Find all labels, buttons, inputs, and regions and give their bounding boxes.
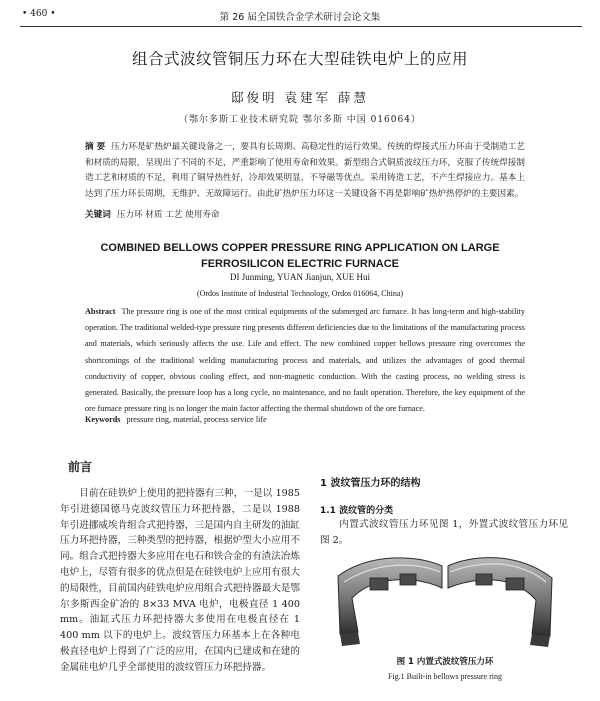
preface-body	[60, 486, 300, 676]
abstract-en	[85, 304, 525, 417]
authors-cn: 邸俊明 袁建军 薛慧	[231, 90, 369, 105]
abstract-label-cn: 摘 要	[85, 142, 106, 152]
preface-paragraph: 目前在硅铁炉上使用的把持器有三种，一是以 1985 年引进德国德马克波纹管压力环把持器，二是以 1988 年引进挪威埃肯组合式把持器，三是国内自主研发的油缸压力环把持器，三种类型的把持器，根据炉型大小应用不同。组合式把持器大多应用在电石和铁合金的有渣法冶炼电炉上，尽管有很多的优点但是在硅铁电炉上应用有很大的局限性，目前国内硅铁电炉应用组合式把持器最大是鄂尔多斯西金矿冶的 8×33 MVA 电炉，电极直径 1 400 mm。油缸式压力环把持器大多使用在电极直径在 1 400 mm 以下的电炉上。波纹管压力环基本上在各种电极直径电炉上得到了广泛的应用，在国内已建成和在建的金属硅电炉几乎全部使用的波纹管压力环把持器。	[60, 488, 300, 673]
abstract-cn	[85, 140, 525, 202]
authors-en: DI Junming, YUAN Jianjun, XUE Hui	[230, 272, 370, 282]
running-header: 第 26 届全国铁合金学术研讨会论文集	[219, 12, 381, 23]
abstract-text-cn: 压力环是矿热炉最关键设备之一，要具有长周期、高稳定性的运行效果。传统的焊接式压力环由于受制造工艺和材质的局限，呈现出了不同的不足，严重影响了使用寿命和效果。新型组合式铜质波纹压力环，克服了传统焊接制造工艺和材质的不足，利用了铜导热性好，冷却效果明显，不导磁等优点。采用铸造工艺，不产生焊接应力。基本上达到了压力环长周期，无维护、无故障运行。由此矿热炉压力环这一关键设备不再是影响矿热炉热停炉的主要因素。	[85, 142, 525, 199]
page-number: • 460 •	[22, 9, 56, 19]
keywords-label-en: Keywords	[85, 415, 121, 424]
figure-caption-en: Fig.1 Built-in bellows pressure ring	[388, 672, 502, 681]
abstract-label-en: Abstract	[85, 307, 116, 316]
ring-segment-right	[448, 558, 552, 647]
keywords-text-en: pressure ring, material, process service life	[126, 415, 267, 424]
section-heading-structure: 1 波纹管压力环的结构	[320, 478, 421, 489]
figure-caption-cn: 图 1 内置式波纹管压力环	[396, 657, 494, 667]
keywords-en	[85, 415, 267, 424]
section-heading-preface: 前言	[68, 460, 93, 474]
abstract-text-en: The pressure ring is one of the most critical equipments of the submerged arc furnace. It has long-term and high-stability operation. The traditional welded-type pressure ring presents different deficiencies due to the limitations of the manufacturing process and materials, which seriously affects the use. Life and effect. The new combined copper bellows pressure ring overcomes the shortcomings of the traditional welding manufacturing process and materials, and utilizes the advantages of good thermal conductivity of copper, obvious cooling effect, and non-magnetic conduction. With the casting process, no welding stress is generated. Basically, the pressure loop has a long cycle, no maintenance, and no fault operation. Therefore, the key equipment of the ore furnace pressure ring is no longer the main factor affecting the thermal shutdown of the ore furnace.	[85, 307, 525, 414]
affiliation-en: (Ordos Institute of Industrial Technology, Ordos 016064, China)	[196, 289, 404, 298]
keywords-cn	[85, 208, 220, 220]
paper-title-en: COMBINED BELLOWS COPPER PRESSURE RING APPLICATION ON LARGE FERROSILICON ELECTRIC FURNACE	[100, 242, 500, 270]
bellows-pressure-ring-figure	[330, 548, 560, 652]
affiliation-cn: （鄂尔多斯工业技术研究院 鄂尔多斯 中国 016064）	[179, 115, 421, 125]
paper-title-cn: 组合式波纹管铜压力环在大型硅铁电炉上的应用	[131, 50, 468, 68]
subsection-heading-classification: 1.1 波纹管的分类	[320, 506, 394, 516]
structure-paragraph: 内置式波纹管压力环见图 1，外置式波纹管压力环见图 2。	[320, 519, 568, 546]
ring-segment-left	[338, 558, 442, 646]
keywords-text-cn: 压力环 材质 工艺 使用寿命	[116, 210, 220, 220]
keywords-label-cn: 关键词	[85, 210, 111, 220]
header-rule	[20, 26, 582, 27]
